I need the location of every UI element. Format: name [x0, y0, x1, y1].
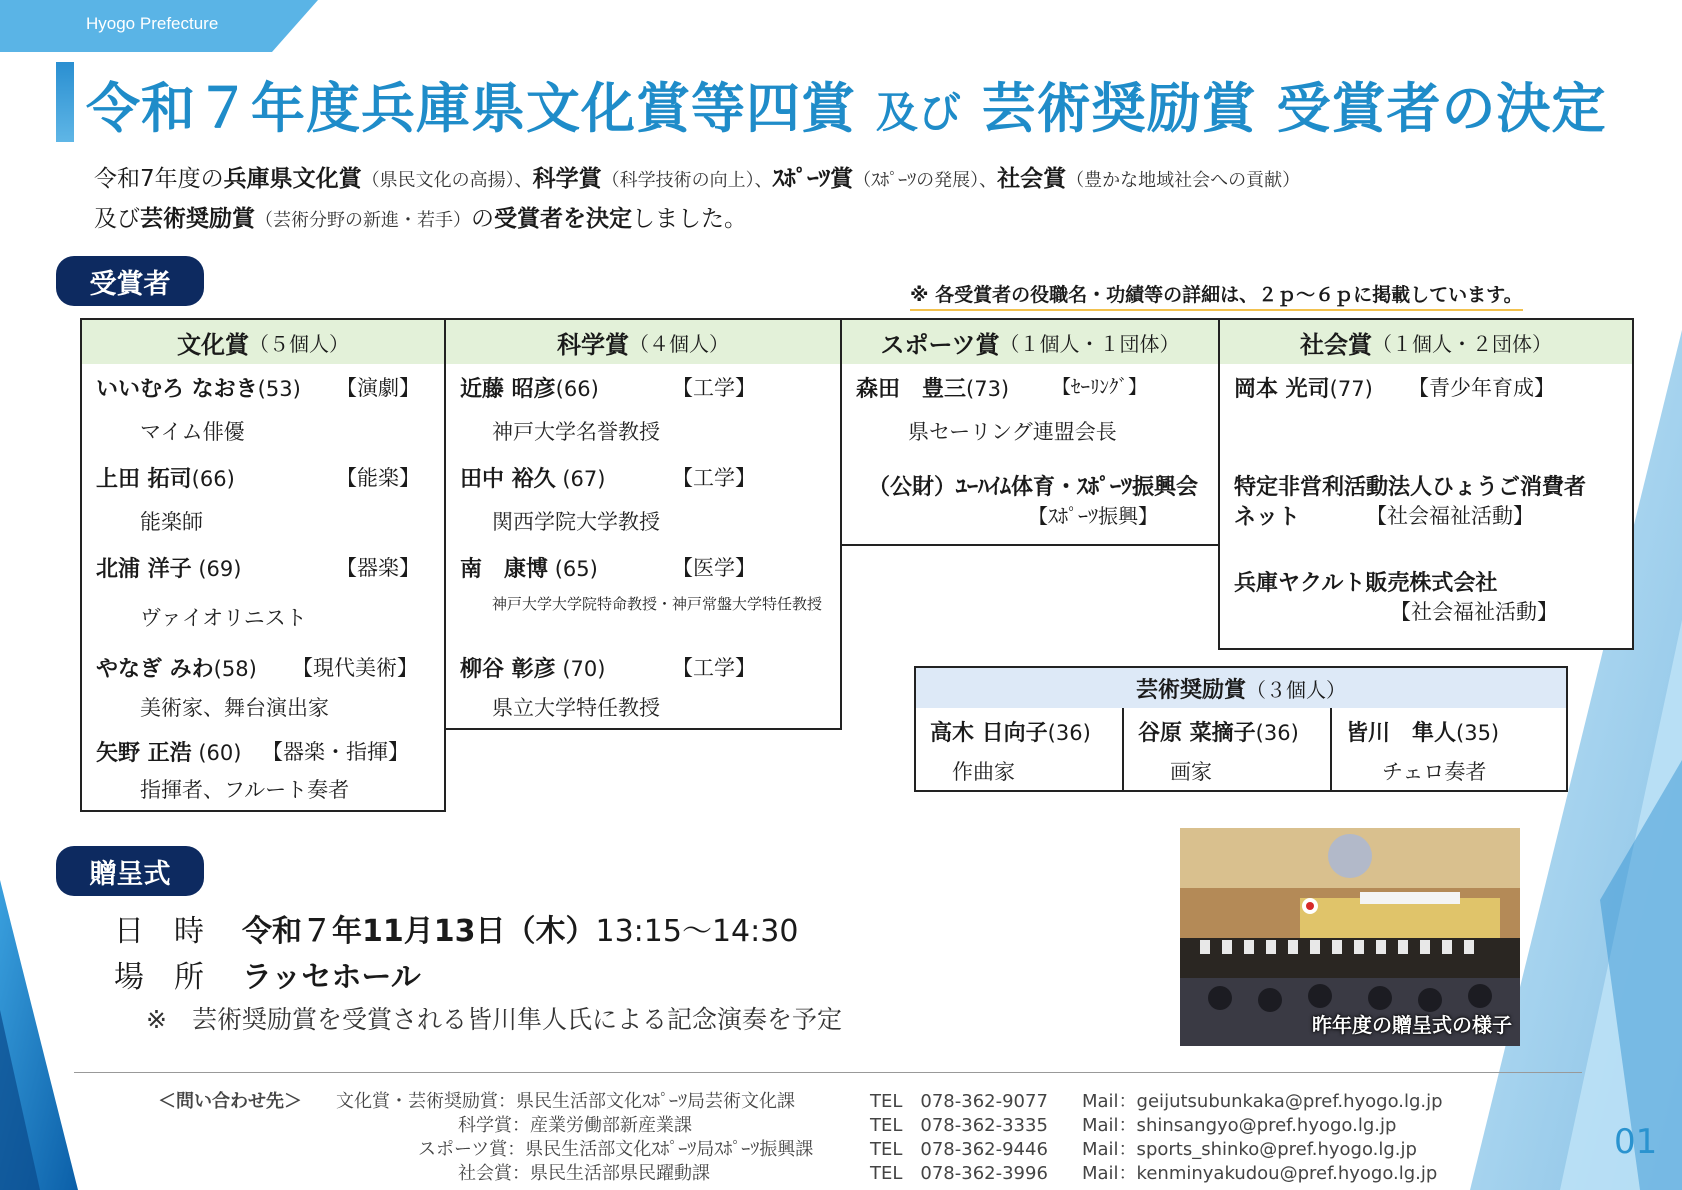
- entry-age: (36): [1047, 721, 1091, 745]
- bunka-entry: [80, 454, 446, 546]
- intro-segment: （ｽﾎﾟｰﾂの発展）、: [853, 170, 998, 191]
- entry-field: 【器楽・指揮】: [262, 740, 409, 764]
- entry-role: 県セーリング連盟会長: [908, 420, 1117, 444]
- header-sports: [840, 318, 1220, 366]
- intro-segment: ｽﾎﾟｰﾂ賞: [772, 166, 854, 192]
- contact-tel: TEL 078-362-9077: [870, 1091, 1048, 1112]
- entry-field: 【器楽】: [336, 556, 420, 580]
- header-bunka-title: 文化賞: [177, 330, 249, 359]
- entry-name: ネット: [1234, 505, 1301, 530]
- entry-name: 皆川 隼人: [1346, 721, 1457, 746]
- entry-role: 関西学院大学教授: [492, 510, 660, 534]
- header-shakai: [1218, 318, 1634, 366]
- entry-age: (36): [1255, 721, 1299, 745]
- intro-segment: 受賞者を決定: [494, 206, 632, 232]
- shakai-entry: [1218, 544, 1634, 650]
- entry-name: 北浦 洋子: [96, 557, 192, 582]
- ceremony-note: ※ 芸術奨励賞を受賞される皆川隼人氏による記念演奏を予定: [146, 1005, 842, 1034]
- entry-role: 県立大学特任教授: [492, 696, 660, 720]
- entry-name: 兵庫ヤクルト販売株式会社: [1234, 571, 1498, 596]
- ceremony-photo: [1180, 828, 1520, 1046]
- geijutsu-entry: [1122, 708, 1332, 792]
- header-sports-title: スポーツ賞: [880, 330, 1000, 359]
- entry-name: 上田 拓司: [96, 467, 192, 492]
- bunka-entry: [80, 364, 446, 456]
- prefecture-tag: [0, 0, 320, 52]
- title-accent-bar: [56, 62, 74, 142]
- entry-field: 【ｾｰﾘﾝｸﾞ】: [1052, 376, 1148, 398]
- entry-role: 神戸大学大学院特命教授・神戸常盤大学特任教授: [492, 595, 823, 613]
- entry-role: マイム俳優: [140, 420, 245, 444]
- entry-age: (60): [191, 741, 242, 765]
- details-note: ※ 各受賞者の役職名・功績等の詳細は、２ｐ～６ｐに掲載しています。: [910, 280, 1523, 311]
- entry-field: 【ｽﾎﾟｰﾂ振興】: [1028, 504, 1158, 528]
- header-shakai-title: 社会賞: [1300, 330, 1372, 359]
- entry-role: 能楽師: [140, 510, 203, 534]
- kagaku-entry: [444, 454, 842, 546]
- entry-field: 【現代美術】: [292, 656, 418, 680]
- entry-field: 【社会福祉活動】: [1366, 504, 1534, 528]
- header-kagaku: [444, 318, 842, 366]
- intro-line-1: [94, 160, 1300, 200]
- entry-name: 特定非営利活動法人ひょうご消費者: [1234, 475, 1587, 500]
- contact-tel: TEL 078-362-9446: [870, 1139, 1048, 1160]
- entry-age: (53): [257, 377, 301, 401]
- ceremony-label: 贈呈式: [56, 846, 204, 896]
- entry-field: 【医学】: [672, 556, 756, 580]
- geijutsu-entry: [1330, 708, 1568, 792]
- ceremony-date-label: 日 時: [114, 914, 204, 949]
- entry-age: (67): [555, 467, 606, 491]
- bunka-entry: [80, 544, 446, 646]
- ceremony-date: [242, 906, 798, 950]
- entry-role: ヴァイオリニスト: [140, 606, 307, 630]
- entry-name: 谷原 菜摘子: [1138, 721, 1256, 746]
- header-sports-count: （１個人・１団体）: [999, 331, 1180, 356]
- header-geijutsu: [914, 666, 1568, 710]
- header-bunka-count: （５個人）: [249, 331, 349, 356]
- title-conjunction: 及び: [875, 88, 962, 137]
- contact-dept: 社会賞：県民生活部県民躍動課: [458, 1163, 710, 1184]
- intro-segment: 科学賞: [532, 166, 602, 192]
- ceremony-time-value: 13:15～14:30: [595, 914, 799, 949]
- contact-mail: Mail：sports_shinko@pref.hyogo.lg.jp: [1082, 1139, 1417, 1160]
- entry-field: 【演劇】: [336, 376, 420, 400]
- intro-segment: の: [471, 206, 494, 232]
- entry-field: 【工学】: [672, 466, 756, 490]
- page-title: [86, 66, 1606, 143]
- entry-age: (66): [191, 467, 235, 491]
- entry-age: (73): [966, 377, 1010, 401]
- entry-age: (65): [548, 557, 598, 581]
- entry-name: 矢野 正浩: [96, 741, 192, 766]
- entry-field: 【青少年育成】: [1408, 376, 1555, 400]
- entry-name: 田中 裕久: [460, 467, 556, 492]
- intro-segment: （科学技術の向上）、: [601, 170, 773, 191]
- intro-segment: （県民文化の高揚）、: [361, 170, 533, 191]
- entry-name: （公財）ﾕｰﾊｲﾑ体育・ｽﾎﾟｰﾂ振興会: [868, 475, 1199, 500]
- ceremony-place-value: ラッセホール: [242, 960, 421, 995]
- entry-age: (58): [213, 657, 257, 681]
- entry-role: 作曲家: [952, 760, 1015, 784]
- header-kagaku-title: 科学賞: [557, 330, 629, 359]
- entry-name: 岡本 光司: [1234, 377, 1330, 402]
- entry-age: (70): [555, 657, 606, 681]
- entry-field: 【工学】: [672, 656, 756, 680]
- entry-role: チェロ奏者: [1382, 760, 1487, 784]
- kagaku-entry: [444, 544, 842, 646]
- sports-entry: [840, 364, 1220, 456]
- title-tail: 芸術奨励賞 受賞者の決定: [981, 77, 1607, 140]
- intro-segment: 芸術奨励賞: [140, 206, 255, 232]
- intro-line-2: [94, 200, 1300, 240]
- entry-name: いいむろ なおき: [96, 377, 258, 402]
- contact-dept: スポーツ賞：県民生活部文化ｽﾎﾟｰﾂ局ｽﾎﾟｰﾂ振興課: [418, 1139, 814, 1160]
- ceremony-date-value: 令和７年11月13日（木）: [242, 914, 596, 949]
- contact-tel: TEL 078-362-3996: [870, 1163, 1048, 1184]
- contact-dept: 文化賞・芸術奨励賞：県民生活部文化ｽﾎﾟｰﾂ局芸術文化課: [336, 1091, 795, 1112]
- entry-field: 【工学】: [672, 376, 756, 400]
- header-bunka: [80, 318, 446, 366]
- geijutsu-entry: [914, 708, 1124, 792]
- intro-segment: 兵庫県文化賞: [223, 166, 362, 192]
- entry-field: 【社会福祉活動】: [1390, 600, 1558, 624]
- sports-entry: [840, 454, 1220, 546]
- header-shakai-count: （１個人・２団体）: [1372, 331, 1552, 356]
- contact-tel: TEL 078-362-3335: [870, 1115, 1048, 1136]
- entry-role: 指揮者、フルート奏者: [140, 778, 350, 802]
- header-kagaku-count: （４個人）: [629, 331, 729, 356]
- title-main: 令和７年度兵庫県文化賞等四賞: [86, 77, 856, 140]
- intro-segment: 社会賞: [997, 166, 1067, 192]
- entry-age: (66): [555, 377, 599, 401]
- winners-label: 受賞者: [56, 256, 204, 306]
- entry-role: 画家: [1170, 760, 1212, 784]
- footer-divider: [74, 1072, 1582, 1073]
- entry-name: やなぎ みわ: [96, 657, 214, 682]
- intro-segment: しました。: [632, 206, 747, 232]
- intro-segment: （豊かな地域社会への貢献）: [1066, 170, 1301, 191]
- intro-segment: （芸術分野の新進・若手）: [255, 210, 471, 231]
- photo-caption: 昨年度の贈呈式の様子: [1312, 1013, 1512, 1037]
- entry-field: 【能楽】: [336, 466, 420, 490]
- shakai-entry: [1218, 364, 1634, 456]
- intro-segment: 及び: [94, 206, 140, 232]
- entry-role: 美術家、舞台演出家: [140, 696, 329, 720]
- contact-mail: Mail：geijutsubunkaka@pref.hyogo.lg.jp: [1082, 1091, 1443, 1112]
- ceremony-place-label: 場 所: [114, 960, 204, 995]
- shakai-entry: [1218, 454, 1634, 546]
- entry-age: (77): [1329, 377, 1373, 401]
- entry-age: (35): [1456, 721, 1500, 745]
- entry-name: 南 康博: [460, 557, 549, 582]
- kagaku-entry: [444, 364, 842, 456]
- entry-name: 柳谷 彰彦: [460, 657, 556, 682]
- contact-dept: 科学賞：産業労働部新産業課: [458, 1115, 692, 1136]
- entry-name: 森田 豊三: [856, 377, 967, 402]
- page-number: 01: [1614, 1122, 1658, 1162]
- bunka-entry: [80, 644, 446, 730]
- prefecture-tag-label: Hyogo Prefecture: [86, 14, 219, 33]
- entry-age: (69): [191, 557, 242, 581]
- bunka-entry: [80, 728, 446, 812]
- contact-mail: Mail：shinsangyo@pref.hyogo.lg.jp: [1082, 1115, 1397, 1136]
- intro-segment: 令和7年度の: [94, 166, 224, 192]
- contact-mail: Mail：kenminyakudou@pref.hyogo.lg.jp: [1082, 1163, 1438, 1184]
- entry-name: 近藤 昭彦: [460, 377, 556, 402]
- contact-heading: ＜問い合わせ先＞: [158, 1091, 302, 1112]
- kagaku-entry: [444, 644, 842, 730]
- header-geijutsu-count: （３個人）: [1246, 677, 1346, 702]
- intro-text: [94, 160, 1300, 240]
- entry-role: 神戸大学名誉教授: [492, 420, 660, 444]
- header-geijutsu-title: 芸術奨励賞: [1135, 677, 1246, 703]
- entry-name: 高木 日向子: [930, 721, 1048, 746]
